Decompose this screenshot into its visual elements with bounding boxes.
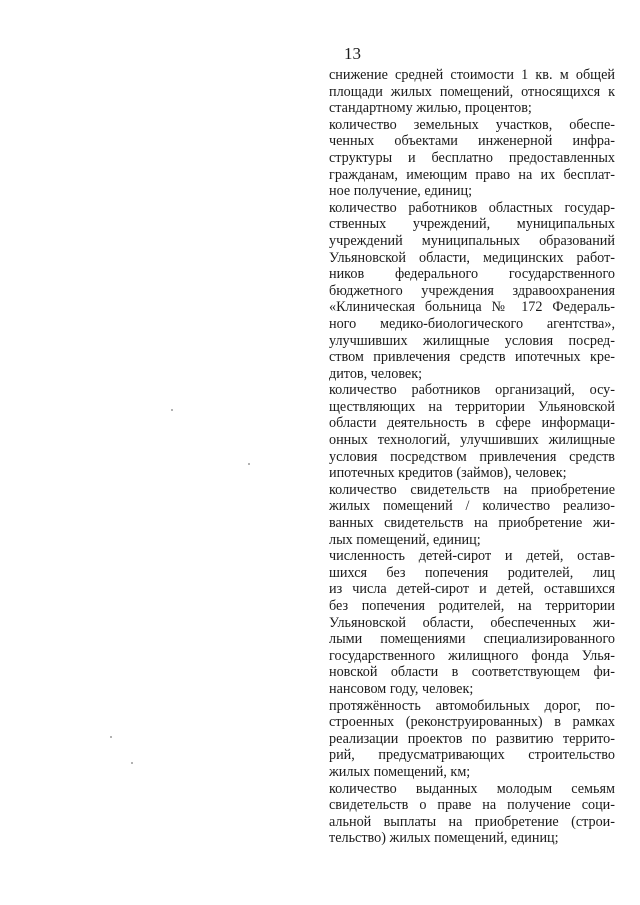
- text-line: лых помещений, единиц;: [329, 531, 481, 548]
- paragraph: [329, 548, 615, 697]
- text-line: новской области в соответствующем фи-: [329, 664, 615, 681]
- paragraph: [329, 781, 615, 847]
- text-line: количество работников областных государ-: [329, 199, 615, 216]
- paragraph: [329, 698, 615, 781]
- text-line: количество выданных молодым семьям: [329, 780, 615, 797]
- text-line: учреждений муниципальных образований: [329, 232, 615, 249]
- text-line: протяжённость автомобильных дорог, по-: [329, 697, 615, 714]
- text-line: ванных свидетельств на приобретение жи-: [329, 515, 615, 532]
- text-line: государственного жилищного фонда Улья-: [329, 647, 615, 664]
- text-line: лыми помещениями специализированного: [329, 631, 615, 648]
- text-line: строенных (реконструированных) в рамках: [329, 714, 615, 731]
- text-line: ством привлечения средств ипотечных кре-: [329, 349, 615, 366]
- text-line: количество земельных участков, обеспе-: [329, 116, 615, 133]
- text-line: площади жилых помещений, относящихся к: [329, 83, 615, 100]
- text-line: ников федерального государственного: [329, 266, 615, 283]
- text-line: тельство) жилых помещений, единиц;: [329, 830, 559, 847]
- text-line: ипотечных кредитов (займов), человек;: [329, 465, 567, 482]
- text-line: количество свидетельств на приобретение: [329, 481, 615, 498]
- paragraph: [329, 67, 615, 117]
- text-line: стандартному жилью, процентов;: [329, 100, 532, 117]
- text-line: структуры и бесплатно предоставленных: [329, 149, 615, 166]
- text-line: численность детей-сирот и детей, остав-: [329, 548, 615, 565]
- text-line: без попечения родителей, на территории: [329, 598, 615, 614]
- paragraph: [329, 200, 615, 383]
- scan-speck: [131, 762, 133, 764]
- document-body: [329, 67, 615, 847]
- text-line: Ульяновской области, обеспеченных жи-: [329, 614, 615, 631]
- text-line: гражданам, имеющим право на их бесплат-: [329, 166, 615, 183]
- text-line: реализации проектов по развитию террито-: [329, 730, 615, 747]
- text-line: снижение средней стоимости 1 кв. м общей: [329, 67, 615, 83]
- scan-speck: [110, 736, 112, 738]
- text-line: дитов, человек;: [329, 365, 423, 382]
- text-line: ченных объектами инженерной инфра-: [329, 133, 615, 150]
- page-number: 13: [344, 44, 361, 63]
- text-line: альной выплаты на приобретение (строи-: [329, 813, 615, 830]
- text-line: области деятельность в сфере информаци-: [329, 415, 615, 432]
- text-line: условия посредством привлечения средств: [329, 448, 615, 465]
- paragraph: [329, 382, 615, 482]
- text-line: ществляющих на территории Ульяновской: [329, 398, 615, 415]
- text-line: Ульяновской области, медицинских работ-: [329, 249, 615, 266]
- text-line: шихся без попечения родителей, лиц: [329, 564, 615, 581]
- text-line: из числа детей-сирот и детей, оставшихся: [329, 581, 615, 598]
- text-line: «Клиническая больница № 172 Федераль-: [329, 299, 615, 316]
- text-line: жилых помещений / количество реализо-: [329, 498, 615, 515]
- scan-speck: [248, 463, 250, 465]
- paragraph: [329, 117, 615, 200]
- paragraph: [329, 482, 615, 548]
- text-line: нансовом году, человек;: [329, 680, 474, 697]
- text-line: ственных учреждений, муниципальных: [329, 216, 615, 233]
- text-line: ное получение, единиц;: [329, 183, 473, 200]
- text-line: онных технологий, улучшивших жилищные: [329, 432, 615, 449]
- scan-speck: [171, 409, 173, 411]
- text-line: жилых помещений, км;: [329, 763, 471, 780]
- text-line: бюджетного учреждения здравоохранения: [329, 282, 615, 299]
- text-line: улучшивших жилищные условия посред-: [329, 332, 615, 349]
- text-line: свидетельств о праве на получение соци-: [329, 797, 615, 814]
- text-line: ного медико-биологического агентства»,: [329, 315, 615, 332]
- text-line: рий, предусматривающих строительство: [329, 747, 615, 764]
- text-line: количество работников организаций, осу-: [329, 382, 615, 399]
